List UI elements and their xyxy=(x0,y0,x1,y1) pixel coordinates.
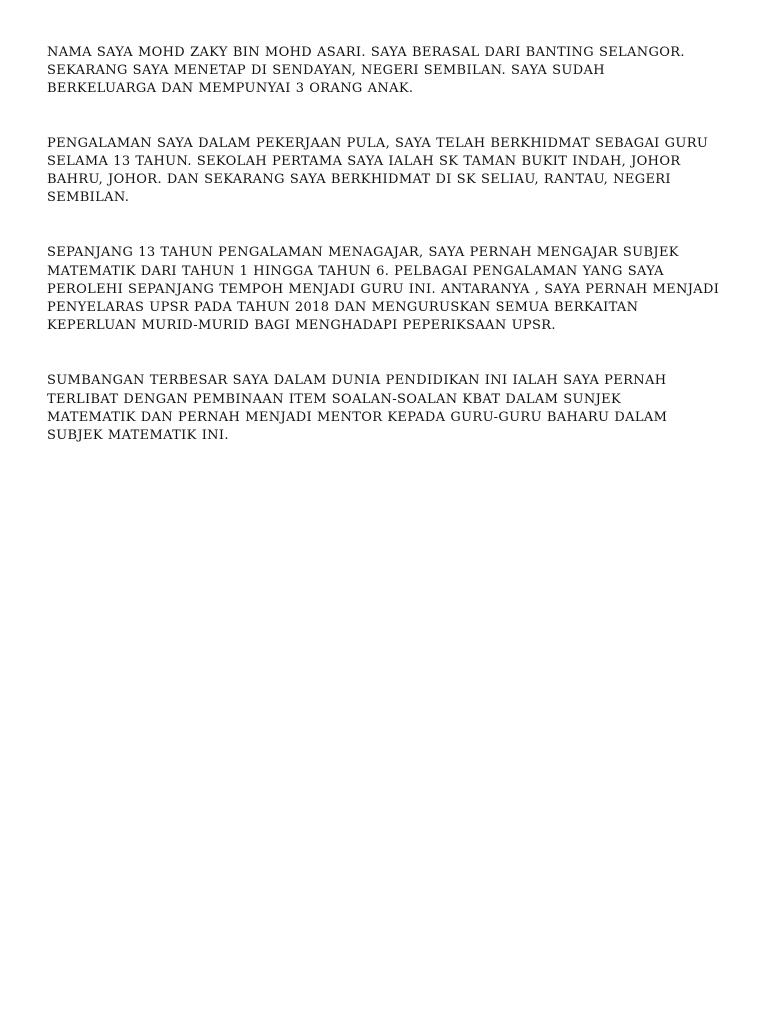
paragraph-personal-info: NAMA SAYA MOHD ZAKY BIN MOHD ASARI. SAYA BERASAL DARI BANTING SELANGOR. SEKARANG SAYA MENETAP DI SENDAYAN, NEGERI SEMBILAN. SAYA SUDAH BERKELUARGA DAN MEMPUNYAI 3 ORANG ANAK. xyxy=(47,45,685,97)
paragraph-teaching-experience: SEPANJANG 13 TAHUN PENGALAMAN MENAGAJAR, SAYA PERNAH MENGAJAR SUBJEK MATEMATIK DARI TAHUN 1 HINGGA TAHUN 6. PELBAGAI PENGALAMAN YANG SAYA PEROLEHI SEPANJANG TEMPOH MENJADI GURU INI. ANTARANYA , SAYA PERNAH MENJADI PENYELARAS UPSR PADA TAHUN 2018 DAN MENGURUSKAN SEMUA BERKAITAN KEPERLUAN MURID-MURID BAGI MENGHADAPI PEPERIKSAAN UPSR. xyxy=(47,245,720,334)
paragraph-contributions: SUMBANGAN TERBESAR SAYA DALAM DUNIA PENDIDIKAN INI IALAH SAYA PERNAH TERLIBAT DENGAN PEMBINAAN ITEM SOALAN-SOALAN KBAT DALAM SUNJEK MATEMATIK DAN PERNAH MENJADI MENTOR KEPADA GURU-GURU BAHARU DALAM SUBJEK MATEMATIK INI. xyxy=(47,373,668,444)
document-body xyxy=(47,44,727,445)
paragraph-work-experience: PENGALAMAN SAYA DALAM PEKERJAAN PULA, SAYA TELAH BERKHIDMAT SEBAGAI GURU SELAMA 13 TAHUN. SEKOLAH PERTAMA SAYA IALAH SK TAMAN BUKIT INDAH, JOHOR BAHRU, JOHOR. DAN SEKARANG SAYA BERKHIDMAT DI SK SELIAU, RANTAU, NEGERI SEMBILAN. xyxy=(47,135,709,206)
